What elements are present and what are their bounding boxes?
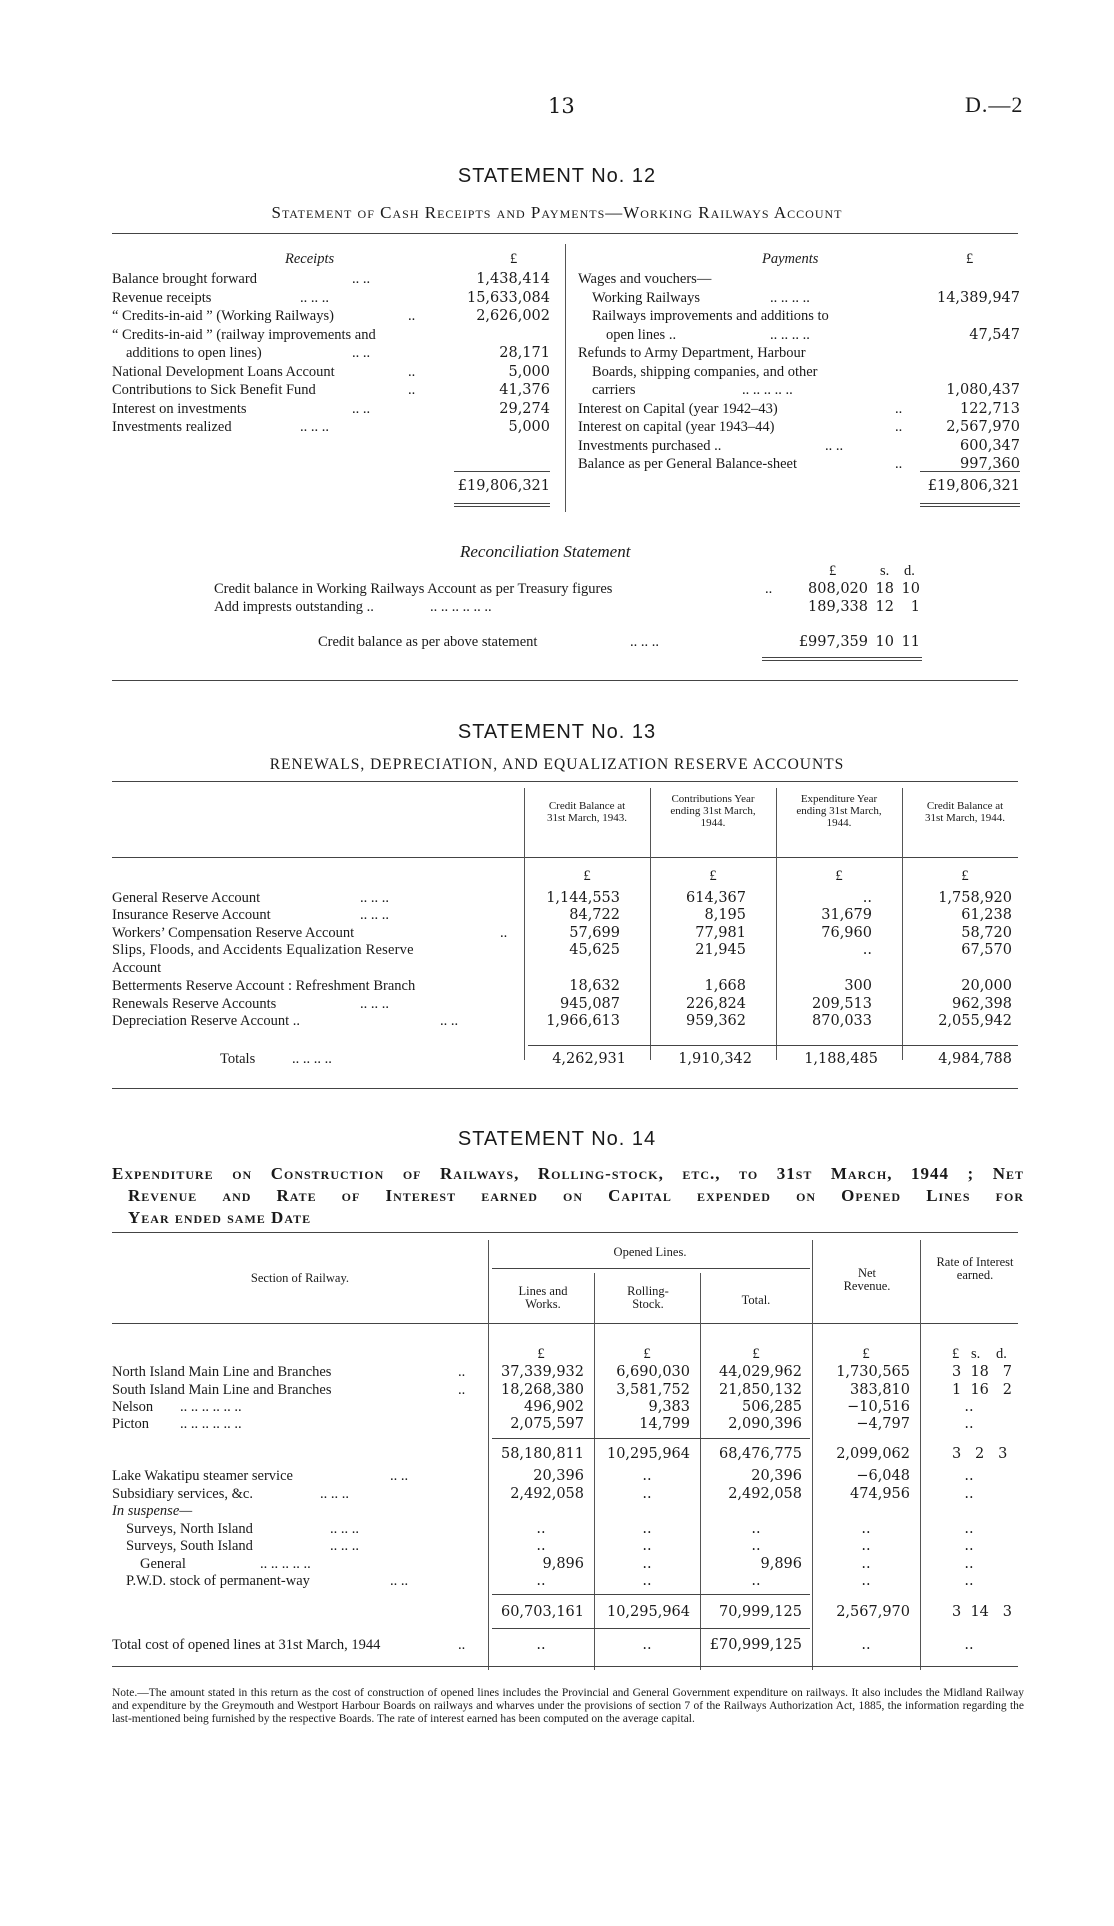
receipt-dots: .. [408,382,416,398]
rolling-stock-header: Rolling-Stock. [627,1284,669,1311]
rate-empty: .. [964,1538,974,1554]
recon-dots: .. .. .. .. .. .. [430,599,492,615]
section-label: Subsidiary services, &c. [112,1486,253,1502]
section-dots: .. .. .. [330,1538,359,1554]
currency-symbol: £ [961,868,969,884]
reserve-label: General Reserve Account [112,890,261,906]
cell-empty: .. [536,1637,546,1653]
receipt-label: additions to open lines) [126,345,262,361]
cell-empty: .. [642,1637,652,1653]
recon-col-shillings: s. [880,563,890,579]
reserve-value: 1,144,553 [546,890,620,906]
receipt-amount: 2,626,002 [476,308,550,324]
header-bottom-rule [112,857,1018,858]
receipt-dots: .. .. [352,400,371,417]
rule [762,660,922,661]
column-header: Credit Balance at 31st March, 1944. [924,800,1006,824]
opened-lines-rule [492,1268,810,1269]
payment-amount: 997,360 [960,456,1020,472]
receipt-dots: .. .. .. [300,419,329,435]
column-divider [920,1240,921,1670]
section-label: North Island Main Line and Branches [112,1364,332,1380]
section-dots: .. [458,1382,466,1398]
cell-value: 60,703,161 [500,1604,584,1620]
reserve-value: .. [862,890,872,906]
reserve-label: Insurance Reserve Account [112,907,271,923]
statement-12-title: STATEMENT No. 12 [457,165,657,187]
receipt-label: “ Credits-in-aid ” (Working Railways) [112,308,334,324]
currency-symbol: £ [709,868,717,884]
reserve-dots: .. .. .. [360,890,389,906]
rule [492,1438,810,1439]
payment-label: Interest on Capital (year 1942–43) [578,400,778,417]
divider [112,1088,1018,1089]
recon-col-pounds: £ [829,563,837,579]
cell-value: 2,075,597 [510,1416,584,1432]
payment-dots: .. .. .. .. [770,326,810,343]
cell-value: 2,099,062 [836,1446,910,1462]
rule [920,503,1020,504]
receipts-total: £19,806,321 [457,478,550,494]
reserve-value: 870,033 [812,1013,872,1029]
reserve-label: Renewals Reserve Accounts [112,996,277,1012]
payment-amount: 600,347 [960,437,1020,454]
cell-value: 2,090,396 [728,1416,802,1432]
column-header: Credit Balance at 31st March, 1943. [546,800,628,824]
receipt-label: Contributions to Sick Benefit Fund [112,382,316,398]
rate-value: 1 16 2 [952,1382,1012,1398]
cell-value: 2,567,970 [836,1604,910,1620]
payments-total: £19,806,321 [927,478,1020,494]
cell-value: −4,797 [856,1416,910,1432]
cell-empty: .. [642,1521,652,1537]
rule [920,471,1020,472]
reserve-value: 31,679 [821,907,872,923]
recon-total-shillings: 10 [875,634,894,650]
payment-amount: 14,389,947 [936,289,1020,306]
section-dots: .. .. .. .. .. .. [180,1399,242,1415]
payment-label: Refunds to Army Department, Harbour [578,345,806,361]
page-number: 13 [548,94,575,118]
rule [920,506,1020,507]
reserve-value: 18,632 [569,978,620,994]
recon-shillings: 18 [875,581,894,597]
reserve-value: 959,362 [686,1013,746,1029]
reserve-value: 2,055,942 [938,1013,1012,1029]
reserve-value: 61,238 [961,907,1012,923]
cell-value: 37,339,932 [500,1364,584,1380]
final-label: Total cost of opened lines at 31st March, 1944 [112,1637,381,1653]
reserve-dots: .. .. .. [360,996,389,1012]
cell-empty: .. [536,1521,546,1537]
cell-value: 9,896 [760,1556,802,1572]
totals-label: Totals [220,1051,256,1067]
cell-empty: .. [642,1486,652,1502]
document-reference: D.—2 [965,92,1024,117]
payments-currency: £ [966,251,974,267]
reserve-label: Depreciation Reserve Account .. [112,1013,301,1029]
cell-value: 68,476,775 [718,1446,802,1462]
statement-13-subtitle: RENEWALS, DEPRECIATION, AND EQUALIZATION RESERVE ACCOUNTS [269,756,845,773]
receipt-dots: .. .. [352,271,371,287]
rule [528,1045,1018,1046]
cell-value: 506,285 [742,1399,802,1415]
total-header: Total. [741,1293,771,1307]
final-dots: .. [458,1637,466,1653]
reserve-value: 226,824 [686,996,746,1012]
rate-empty: .. [964,1486,974,1502]
receipt-dots: .. .. [352,345,371,361]
reserve-label: Betterments Reserve Account : Refreshment Branch [112,978,416,994]
reserve-value: 77,981 [695,925,746,941]
payment-dots: .. .. .. .. [770,289,810,306]
reserve-value: 945,087 [560,996,620,1012]
rate-value: 3 14 3 [952,1604,1012,1620]
currency-symbol: £ [537,1346,545,1362]
recon-total-pence: 11 [901,634,920,650]
cell-value: 10,295,964 [606,1604,690,1620]
column-divider [565,244,566,512]
payment-dots: .. [895,419,903,435]
receipt-amount: 28,171 [499,345,550,361]
opened-lines-header: Opened Lines. [613,1245,687,1259]
reserve-label: Workers’ Compensation Reserve Account [112,925,355,941]
cell-value: 496,902 [524,1399,584,1415]
payment-label: Investments purchased .. [578,437,722,454]
reserve-value: 614,367 [686,890,746,906]
receipt-amount: 41,376 [499,382,550,398]
currency-symbol: £ [583,868,591,884]
payment-dots: .. [895,456,903,472]
cell-value: −6,048 [856,1468,910,1484]
divider [112,680,1018,681]
reconciliation-title: Reconciliation Statement [460,542,631,561]
currency-symbol: £ [643,1346,651,1362]
cell-empty: .. [751,1538,761,1554]
section-label: In suspense— [112,1503,193,1519]
rate-empty: .. [964,1416,974,1432]
reserve-dots: .. .. .. [360,907,389,923]
currency-symbol: £ [862,1346,870,1362]
reserve-value: 76,960 [821,925,872,941]
receipt-label: Balance brought forward [112,271,257,287]
receipt-label: National Development Loans Account [112,363,335,380]
payment-label: Wages and vouchers— [578,271,712,287]
section-dots: .. .. [390,1573,409,1589]
recon-col-pence: d. [904,563,915,579]
payment-amount: 47,547 [969,326,1020,343]
reserve-value: 58,720 [961,925,1012,941]
section-dots: .. .. .. [330,1521,359,1537]
recon-pence: 1 [910,599,920,615]
table-top-rule [112,1232,1018,1233]
reserve-dots: .. .. [440,1013,459,1029]
receipt-dots: .. [408,308,416,324]
reserve-dots: .. [500,925,508,941]
header-bottom-rule [112,1323,1018,1324]
cell-value: 2,492,058 [510,1486,584,1502]
section-label: Nelson [112,1399,154,1415]
rate-empty: .. [964,1521,974,1537]
total-value: 1,910,342 [678,1051,752,1067]
receipt-amount: 15,633,084 [466,289,550,306]
net-revenue-header: Net Revenue. [843,1266,891,1293]
reserve-value: 21,945 [695,942,746,958]
receipt-label: “ Credits-in-aid ” (railway improvements and [112,326,376,343]
reserve-value: 300 [844,978,872,994]
cell-empty: .. [861,1573,871,1589]
payment-label: Boards, shipping companies, and other [592,363,818,380]
statement-12-subtitle: Statement of Cash Receipts and Payments—Working Railways Account [271,203,843,222]
reserve-value: 84,722 [569,907,620,923]
reserve-value: .. [862,942,872,958]
cell-value: £70,999,125 [709,1637,802,1653]
rule [762,657,922,658]
section-dots: .. [458,1364,466,1380]
recon-total-pounds: £997,359 [798,634,868,650]
reserve-value: 57,699 [569,925,620,941]
section-label: Surveys, South Island [126,1538,253,1554]
reserve-value: 45,625 [569,942,620,958]
reserve-value: 1,758,920 [938,890,1012,906]
rate-empty: .. [964,1573,974,1589]
recon-total-dots: .. .. .. [630,634,659,650]
receipt-label: Investments realized [112,419,232,435]
cell-value: 20,396 [533,1468,584,1484]
rule [454,471,550,472]
section-label: Lake Wakatipu steamer service [112,1468,293,1484]
cell-empty: .. [861,1521,871,1537]
statement-14-title: STATEMENT No. 14 [457,1128,657,1150]
payment-label: Working Railways [592,289,700,306]
receipt-amount: 5,000 [508,419,550,435]
receipt-amount: 5,000 [508,363,550,380]
recon-label: Add imprests outstanding .. [214,599,374,615]
payment-amount: 1,080,437 [946,382,1020,398]
payment-dots: .. .. [825,437,844,454]
total-value: 4,984,788 [938,1051,1012,1067]
reserve-value: 8,195 [704,907,746,923]
reserve-label: Slips, Floods, and Accidents Equalization Reserve [112,942,414,958]
payment-amount: 122,713 [960,400,1020,417]
rate-value: 3 18 7 [952,1364,1012,1380]
payment-dots: .. .. .. .. .. [742,382,793,398]
cell-empty: .. [861,1556,871,1572]
subtitle-line: Expenditure on Construction of Railways, Rolling-stock, etc., to 31st March, 1944 ; Net [112,1164,1024,1183]
rate-unit-shillings: s. [971,1346,981,1362]
rate-unit-pence: d. [996,1346,1007,1362]
reserve-value: 1,966,613 [546,1013,620,1029]
reserve-value: 209,513 [812,996,872,1012]
cell-value: 3,581,752 [616,1382,690,1398]
rate-empty: .. [964,1399,974,1415]
total-value: 1,188,485 [804,1051,878,1067]
payment-label: Interest on capital (year 1943–44) [578,419,775,435]
receipt-label: Revenue receipts [112,289,212,306]
section-dots: .. .. [390,1468,409,1484]
table-top-rule [112,781,1018,782]
payment-label: open lines .. [606,326,677,343]
cell-value: −10,516 [847,1399,910,1415]
receipt-label: Interest on investments [112,400,247,417]
cell-value: 9,383 [648,1399,690,1415]
cell-empty: .. [751,1573,761,1589]
rate-header: Rate of Interest earned. [936,1255,1014,1282]
cell-value: 2,492,058 [728,1486,802,1502]
cell-value: 18,268,380 [500,1382,584,1398]
cell-empty: .. [642,1556,652,1572]
section-dots: .. .. .. [320,1486,349,1502]
recon-pounds: 189,338 [808,599,868,615]
reserve-value: 1,668 [704,978,746,994]
recon-shillings: 12 [875,599,894,615]
receipts-header: Receipts [285,251,335,267]
cell-empty: .. [861,1637,871,1653]
cell-empty: .. [642,1468,652,1484]
cell-value: 383,810 [850,1382,910,1398]
section-dots: .. .. .. .. .. [260,1556,311,1572]
receipt-dots: .. .. .. [300,289,329,306]
statement-14-subtitle [112,1163,1024,1229]
rate-empty: .. [964,1468,974,1484]
receipt-amount: 29,274 [499,400,550,417]
reserve-label: Account [112,960,162,976]
column-header: Expenditure Year ending 31st March, 1944. [796,793,882,829]
section-label: Picton [112,1416,150,1432]
cell-value: 9,896 [542,1556,584,1572]
lines-works-header: Lines and Works. [518,1284,568,1311]
section-header: Section of Railway. [250,1271,350,1285]
statement-13-title: STATEMENT No. 13 [457,721,657,743]
cell-value: 70,999,125 [718,1604,802,1620]
footnote: Note.—The amount stated in this return as the cost of construction of opened lines includes the Provincial and General Government expenditure on railways. It also includes the Midland Railway and expenditure by the Greymouth and Westport Harbour Boards on railways and wharves under the provisions of section 7 of the Railways Authorization Act, 1885, the information regarding the last-mentioned being furnished by the respective Boards. The rate of interest earned has been computed on the average capital. [112,1687,1024,1725]
payment-label: Balance as per General Balance-sheet [578,456,797,472]
divider [112,233,1018,234]
reserve-value: 962,398 [952,996,1012,1012]
cell-value: 1,730,565 [836,1364,910,1380]
rule [492,1628,810,1629]
reserve-value: 67,570 [961,942,1012,958]
cell-empty: .. [751,1521,761,1537]
cell-value: 20,396 [751,1468,802,1484]
cell-value: 6,690,030 [616,1364,690,1380]
subtitle-line: Revenue and Rate of Interest earned on Capital expended on Opened Lines for [128,1186,1024,1205]
rule [454,503,550,504]
payment-label: Railways improvements and additions to [592,308,829,324]
rate-empty: .. [964,1637,974,1653]
payment-amount: 2,567,970 [946,419,1020,435]
recon-dots: .. [765,581,773,597]
payment-dots: .. [895,400,903,417]
rate-value: 3 2 3 [952,1446,1008,1462]
reserve-value: 20,000 [961,978,1012,994]
currency-symbol: £ [835,868,843,884]
receipt-dots: .. [408,363,416,380]
divider [112,1666,1018,1667]
cell-value: 10,295,964 [606,1446,690,1462]
recon-total-label: Credit balance as per above statement [318,634,538,650]
rule [492,1594,810,1595]
cell-empty: .. [642,1573,652,1589]
rule [454,506,550,507]
currency-symbol: £ [752,1346,760,1362]
payments-header: Payments [762,251,819,267]
recon-label: Credit balance in Working Railways Account as per Treasury figures [214,581,613,597]
rate-empty: .. [964,1556,974,1572]
cell-empty: .. [536,1538,546,1554]
section-label: P.W.D. stock of permanent-way [126,1573,310,1589]
section-label: South Island Main Line and Branches [112,1382,332,1398]
cell-empty: .. [861,1538,871,1554]
payment-label: carriers [592,382,636,398]
cell-value: 58,180,811 [500,1446,584,1462]
totals-dots: .. .. .. .. [292,1051,332,1067]
section-label: Surveys, North Island [126,1521,253,1537]
recon-pence: 10 [901,581,920,597]
section-dots: .. .. .. .. .. .. [180,1416,242,1432]
recon-pounds: 808,020 [808,581,868,597]
cell-value: 44,029,962 [718,1364,802,1380]
receipt-amount: 1,438,414 [476,271,550,287]
total-value: 4,262,931 [552,1051,626,1067]
subtitle-line: Year ended same Date [128,1208,312,1227]
section-label: General [140,1556,186,1572]
rate-unit-pounds: £ [952,1346,960,1362]
receipts-currency: £ [510,251,518,267]
cell-value: 21,850,132 [718,1382,802,1398]
column-header: Contributions Year ending 31st March, 1944. [670,793,756,829]
cell-empty: .. [642,1538,652,1554]
cell-value: 474,956 [850,1486,910,1502]
cell-value: 14,799 [639,1416,690,1432]
cell-empty: .. [536,1573,546,1589]
